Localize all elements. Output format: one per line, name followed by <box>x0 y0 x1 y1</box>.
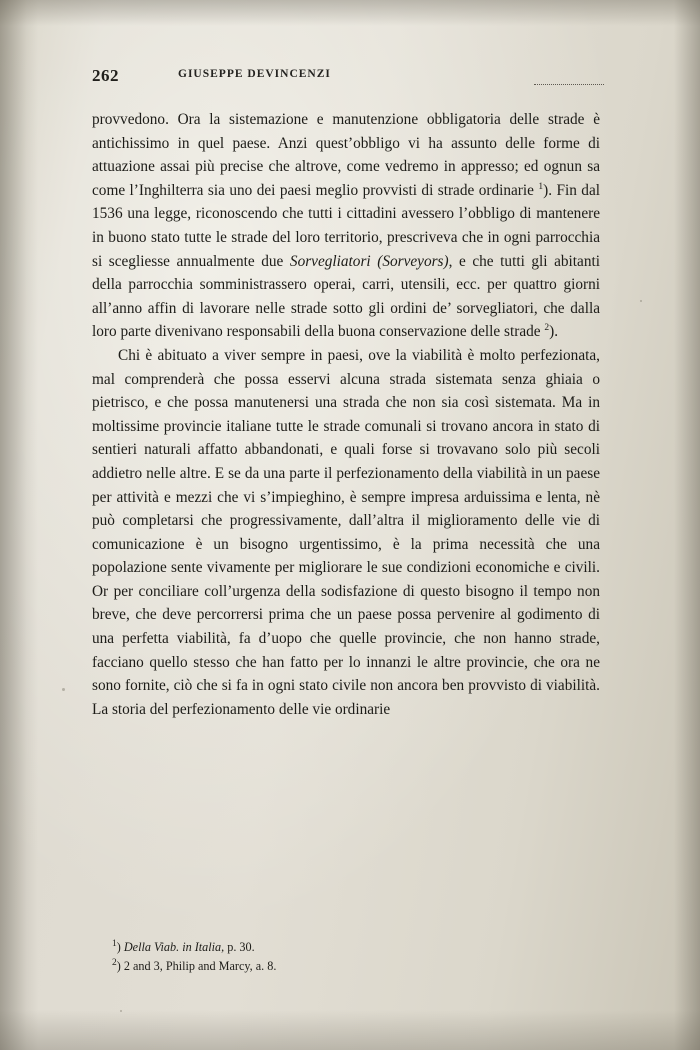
paragraph-1-text-d: ). <box>549 323 559 341</box>
footnotes-block <box>92 938 562 976</box>
header-rule <box>534 84 604 85</box>
page-content <box>92 62 600 721</box>
footnote-ref-2: 2 <box>544 323 550 334</box>
paragraph-1-text-a: provvedono. Ora la sistemazione e manutenzione obbligatoria delle strade è antichissimo in quel paese. Anzi quest’obbligo vi ha assunto delle forme di attuazione assai più precise che altrove, come vedremo in appresso; ed ognun sa come l’Inghilterra sia uno dei paesi meglio provvisti di strade ordinarie <box>92 111 600 199</box>
paragraph-2: Chi è abituato a viver sempre in paesi, ove la viabilità è molto perfezionata, mal comprenderà che possa esservi alcuna strada sistemata senza ghiaia o pietrisco, e che possa manutenersi una strada che non sia così sistemata. Ma in moltissime provincie italiane tutte le strade comunali si trovano ancora in stato di sentieri naturali affatto abbandonati, e quali forse si trovavano solo più secoli addietro nelle altre. E se da una parte il perfezionamento della viabilità in un paese per attività e mezzi che vi s’impieghino, è sempre impresa arduissima e lenta, nè può completarsi che progressivamente, dall’altra il miglioramento delle vie di comunicazione è un bisogno urgentissimo, è la prima necessità che una popolazione sente vivamente per migliorare le sue condizioni economiche e civili. Or per conciliare coll’urgenza della sodisfazione di questo bisogno il tempo non breve, che deve percorrersi prima che un paese possa pervenire al godimento di una perfetta viabilità, fa d’uopo che quelle provincie, che non hanno strade, facciano quello stesso che han fatto per lo innanzi le altre provincie, che ora ne sono fornite, ciò che si fa in ogni stato civile non ancora ben provvisto di viabilità. La storia del perfezionamento delle vie ordinarie <box>92 346 600 718</box>
page-top-shading <box>0 0 700 26</box>
footnote-ref-1: 1 <box>538 181 544 192</box>
footnote-2-rest: 2 and 3, Philip and Marcy, a. 8. <box>123 959 277 973</box>
body-text <box>92 108 600 721</box>
footnote-1-rest: p. 30. <box>224 940 255 954</box>
paper-speck <box>120 1010 122 1012</box>
running-head-row <box>92 62 600 96</box>
paragraph-1-italic-sorvegliatori: Sorvegliatori (Sorveyors) <box>289 252 449 270</box>
running-head-title: GIUSEPPE DEVINCENZI <box>178 68 331 80</box>
paragraph-1-text-b: ). Fin dal 1536 una legge, riconoscendo che tutti i cittadini avessero l’obbligo di mantenere in buono stato tutte le strade del loro territorio, prescriveva che in ogni parrocchia si scegliesse annualmente due <box>92 181 600 270</box>
page-number: 262 <box>92 66 119 85</box>
page-gutter-shading-left <box>0 0 38 1050</box>
page-edge-shading-right <box>674 0 700 1050</box>
footnote-1-marker: 1 <box>112 938 117 949</box>
footnote-2: $^2$) 2 and 3, Philip and Marcy, a. 8. <box>112 957 277 973</box>
paragraph-1 <box>92 108 600 344</box>
page-bottom-shading <box>0 1010 700 1050</box>
paragraph-1-text-c: , e che tutti gli abitanti della parrocchia somministrassero operai, carri, utensili, ecc. per quattro giorni all’anno affin di lavorare nelle strade sotto gli ordini de’ sorvegliatori, che dalla loro parte divenivano responsabili della buona conservazione delle strade <box>92 252 600 341</box>
paper-speck <box>62 688 65 691</box>
paper-speck <box>640 300 642 302</box>
footnote-1-title: Della Viab. in Italia, <box>123 940 225 954</box>
footnote-1: $^1$) Della Viab. in Italia, p. 30. <box>112 938 255 954</box>
footnote-2-marker: 2 <box>112 957 117 968</box>
